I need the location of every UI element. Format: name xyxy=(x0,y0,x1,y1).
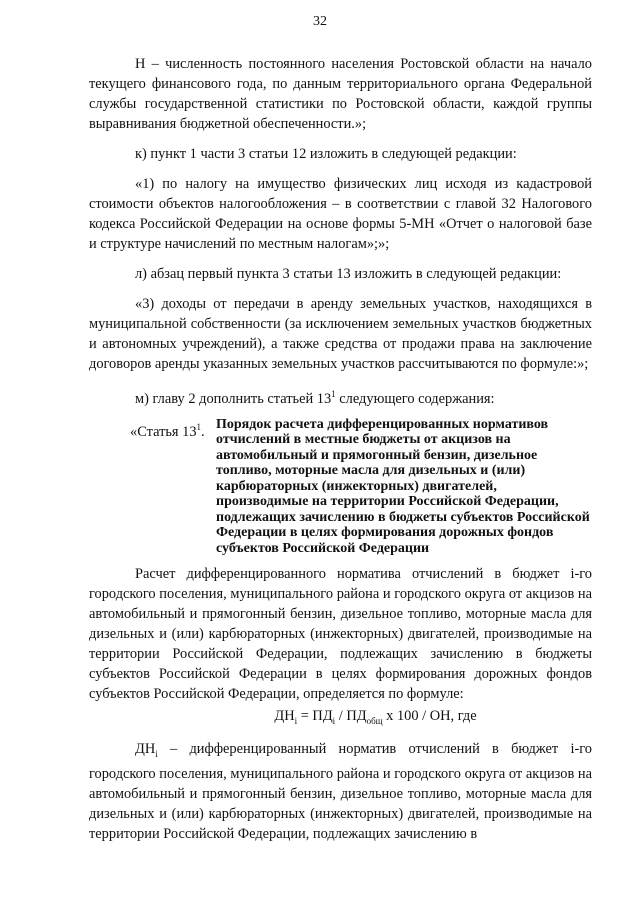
page-number: 32 xyxy=(313,14,327,29)
article-number-superscript: 1 xyxy=(331,389,336,399)
paragraph-land-lease-income: «3) доходы от передачи в аренду земельных участков, находящихся в муниципальной собственности (за исключением земельных участков бюджетных и автономных учреждений), а также средства от продажи права на заключение договоров аренды указанных земельных участков рассчитываются по формуле:»; xyxy=(89,296,592,372)
paragraph-calculation-rule: Расчет дифференцированного норматива отчислений в бюджет i-го городского поселения, муниципального района и городского округа от акцизов на автомобильный и прямогонный бензин, дизельное топливо, моторные масла для дизельных и (или) карбюраторных (инжекторных) двигателей, производимые на территории Российской Федерации, подлежащих зачислению в бюджеты субъектов Российской Федерации в целях формирования дорожных фондов субъектов Российской Федерации, определяется по формуле: xyxy=(89,566,592,703)
paragraph-dn-definition: $ДН_i$ – дифференцированный норматив отчислений в бюджет i-го городского поселения, муниципального района и городского округа от акцизов на автомобильный и прямогонный бензин, дизельное топливо, моторные масла для дизельных и (или) карбюраторных (инжекторных) двигателей, производимые на территории Российской Федерации, подлежащих зачислению в xyxy=(89,741,592,843)
paragraph-amendment-m: м) главу 2 дополнить статьей $13^1$ следующего содержания: xyxy=(135,389,495,407)
paragraph-amendment-l: л) абзац первый пункта 3 статьи 13 изложить в следующей редакции: xyxy=(135,266,562,282)
formula: $ДН_i = ПД_i / ПД_{общ}$ х 100 / ОН, где xyxy=(274,708,477,727)
paragraph-population-definition: Н – численность постоянного населения Ростовской области на начало текущего финансового года, по данным территориального органа Федеральной службы государственной статистики по Ростовской области, каждой группы выравнивания бюджетной обеспеченности.»; xyxy=(89,56,592,132)
document-body xyxy=(89,54,592,854)
paragraph-property-tax: «1) по налогу на имущество физических лиц исходя из кадастровой стоимости объектов налогообложения – в соответствии с главой 32 Налогового кодекса Российской Федерации на основе формы 5-МН «Отчет о налоговой базе и структуре начислений по местным налогам»;»; xyxy=(89,176,592,252)
article-heading xyxy=(89,417,592,557)
article-title: Порядок расчета дифференцированных нормативов отчислений в местные бюджеты от акцизов на автомобильный и прямогонный бензин, дизельное топливо, моторные масла для дизельных и (или) карбюраторных (инжекторных) двигателей, производимые на территории Российской Федерации, подлежащих зачислению в бюджеты субъектов Российской Федерации в целях формирования дорожных фондов субъектов Российской Федерации xyxy=(216,416,590,556)
article-label: «Статья $13^1$. xyxy=(130,421,205,440)
paragraph-amendment-k: к) пункт 1 части 3 статьи 12 изложить в следующей редакции: xyxy=(135,146,517,162)
